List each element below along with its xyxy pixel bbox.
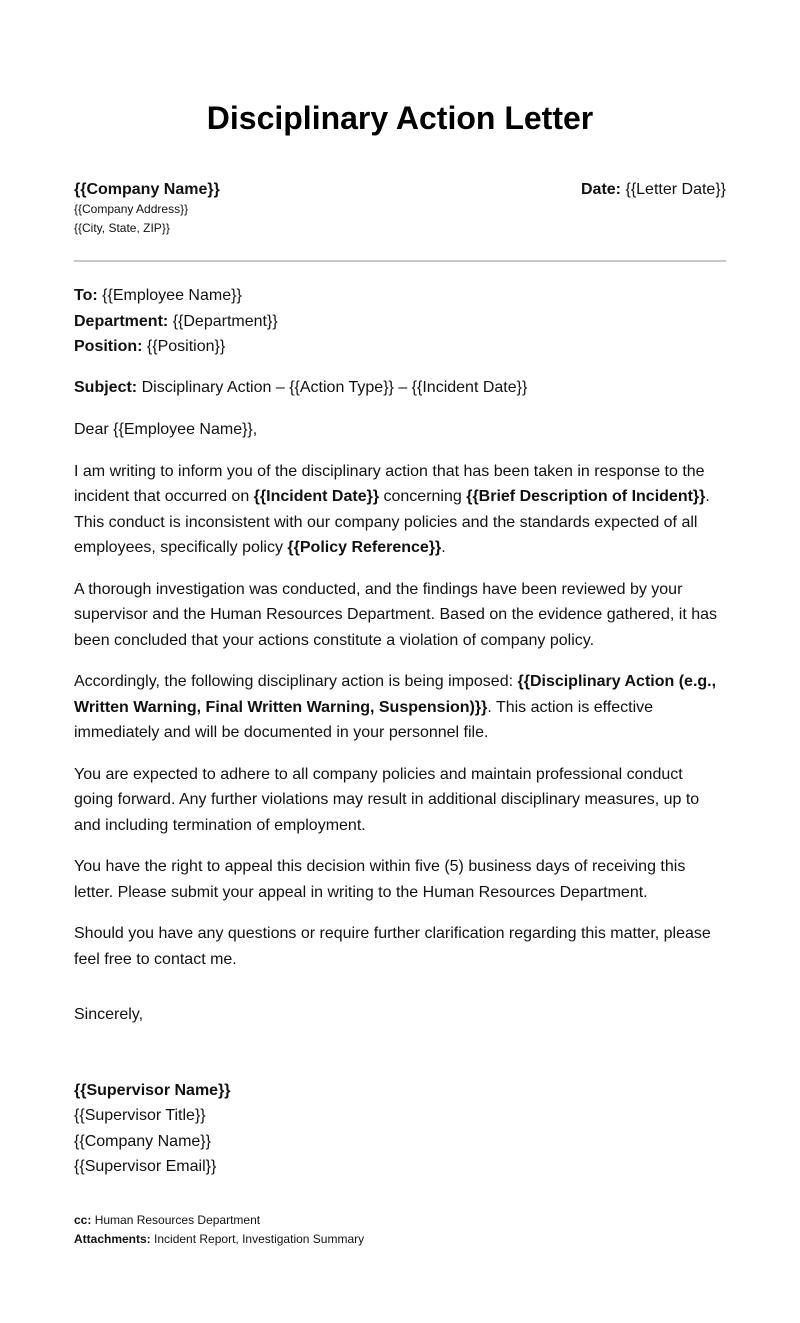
paragraph-text: . This action is effective immediately and will be documented in your personnel file. [74,698,654,741]
to-value: {{Employee Name}} [102,287,242,304]
recipient-to [74,283,726,309]
date-value: {{Letter Date}} [625,181,726,198]
attachments-label: Attachments: [74,1232,151,1246]
paragraph-incident [74,459,726,561]
paragraph-investigation: A thorough investigation was conducted, and the findings have been reviewed by your supervisor and the Human Resources Department. Based on the evidence gathered, it has been concluded that your actions constitute a violation of company policy. [74,580,718,649]
signature-company: {{Company Name}} [74,1132,211,1150]
closing: Sincerely, [74,1006,144,1023]
cc-line [74,1211,364,1230]
salutation: Dear {{Employee Name}}, [74,421,258,438]
signature-block [74,1078,726,1180]
paragraph-appeal: You have the right to appeal this decision within five (5) business days of receiving this letter. Please submit your appeal in writing to the Human Resources Department. [74,858,686,901]
position-value: {{Position}} [146,338,226,355]
incident-date-placeholder: {{Incident Date}} [253,488,380,505]
footer-block [74,1211,364,1249]
paragraph-text: Accordingly, the following disciplinary action is being imposed: [74,673,518,690]
paragraph-text: . This conduct is inconsistent with our company policies and the standards expected of all employees, specifically policy [74,488,710,556]
supervisor-name [74,1078,726,1104]
subject-line [74,375,726,401]
cc-label: cc: [74,1213,92,1227]
paragraph-text: . [441,539,446,556]
recipient-position [74,334,726,360]
subject-label: Subject: [74,379,138,396]
to-label: To: [74,287,98,304]
subject-value: Disciplinary Action – {{Action Type}} – {{Incident Date}} [141,379,528,396]
policy-reference-placeholder: {{Policy Reference}} [287,539,442,556]
cc-value: Human Resources Department [94,1213,261,1227]
department-label: Department: [74,312,169,330]
date-label: Date: [581,181,622,198]
recipient-block [74,283,726,360]
company-address: {{Company Address}} [74,202,189,216]
paragraph-expectations: You are expected to adhere to all company policies and maintain professional conduct going forward. Any further violations may result in additional disciplinary measures, up to and including termination of employment. [74,765,700,834]
supervisor-name-text: {{Supervisor Name}} [74,1081,231,1099]
recipient-department [74,309,726,335]
document-title: Disciplinary Action Letter [206,100,594,136]
position-label: Position: [74,338,143,355]
company-block [74,180,220,238]
letter-body [74,283,726,1180]
company-name: {{Company Name}} [74,181,220,198]
supervisor-email: {{Supervisor Email}} [74,1158,217,1175]
incident-description-placeholder: {{Brief Description of Incident}} [466,488,706,505]
supervisor-title: {{Supervisor Title}} [74,1107,206,1124]
attachments-value: Incident Report, Investigation Summary [154,1232,365,1246]
department-value: {{Department}} [172,312,278,330]
company-city-state-zip: {{City, State, ZIP}} [74,221,170,235]
header-divider [74,260,726,262]
disciplinary-action-placeholder: {{Disciplinary Action (e.g., Written Warning, Final Written Warning, Suspension)}} [74,673,717,716]
paragraph-contact: Should you have any questions or require further clarification regarding this matter, please feel free to contact me. [74,925,711,968]
paragraph-text: I am writing to inform you of the disciplinary action that has been taken in response to the incident that occurred on [74,462,705,505]
paragraph-action [74,669,726,746]
date-block [581,180,726,200]
attachments-line [74,1230,364,1249]
paragraph-text: concerning [379,488,467,505]
